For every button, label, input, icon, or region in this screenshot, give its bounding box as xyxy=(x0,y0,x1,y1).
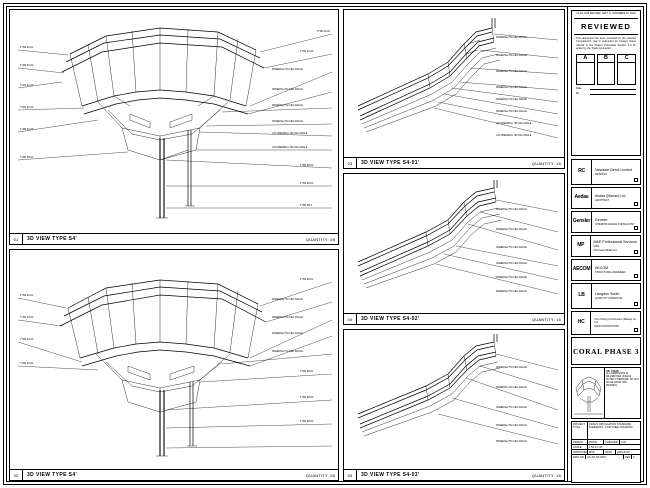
svg-text:SPEEDflow TM C&O ANGLE: SPEEDflow TM C&O ANGLE xyxy=(496,276,527,279)
panel-3d-view-s4-03[interactable] xyxy=(343,329,565,481)
svg-text:TYPE 3A-02: TYPE 3A-02 xyxy=(20,64,34,67)
rev-key: REV xyxy=(625,455,631,459)
panel2-artwork xyxy=(10,250,339,470)
svg-text:TYPE 3A-02: TYPE 3A-02 xyxy=(20,316,34,319)
panel2-quantity: QUANTITY: 08 xyxy=(305,472,335,478)
main-contractor-logo-icon: HC xyxy=(572,312,591,334)
review-cell-b[interactable] xyxy=(597,63,616,85)
review-stamp xyxy=(571,10,641,156)
svg-text:SPEEDflow TM C&O ANGLE: SPEEDflow TM C&O ANGLE xyxy=(496,70,527,73)
client-name: Newdale Direct Limited xyxy=(595,168,632,173)
svg-text:TYPE 3A-02: TYPE 3A-02 xyxy=(300,50,314,53)
panel5-titlebar xyxy=(344,469,564,480)
svg-text:TYPE 3A-04: TYPE 3A-04 xyxy=(20,106,34,109)
svg-text:L/R SPEEDflow TM C&O ANGLE: L/R SPEEDflow TM C&O ANGLE xyxy=(496,122,532,125)
svg-text:TYPE 3B-03: TYPE 3B-03 xyxy=(300,182,314,185)
key-view-thumbnail xyxy=(572,368,605,418)
svg-text:SPEEDflow TM C&O ANGLE: SPEEDflow TM C&O ANGLE xyxy=(272,316,303,319)
key-view-notes xyxy=(605,368,640,418)
svg-text:SPEEDflow TM C&O ANGLE: SPEEDflow TM C&O ANGLE xyxy=(496,98,527,101)
drawn-value: DAVID xyxy=(588,440,604,444)
panel3-titlebar xyxy=(344,157,564,168)
client-block xyxy=(571,159,641,185)
svg-text:SPEEDflow TM C&O ANGLE: SPEEDflow TM C&O ANGLE xyxy=(496,86,527,89)
gensler-logo-icon: Gensler xyxy=(572,212,592,232)
key-view-artwork xyxy=(572,368,605,418)
panel1-artwork xyxy=(10,10,339,234)
svg-text:SPEEDflow TM C&O ANGLE: SPEEDflow TM C&O ANGLE xyxy=(496,228,527,231)
svg-text:TYPE 3B-4: TYPE 3B-4 xyxy=(300,204,312,207)
project-logo-block xyxy=(571,337,641,365)
consultant-block-aecom xyxy=(571,259,641,281)
client-checkbox[interactable] xyxy=(634,178,638,182)
review-by-value[interactable] xyxy=(590,92,636,95)
drawn-key: DRAWN xyxy=(572,440,588,444)
panel2-tag: 02 xyxy=(10,470,23,480)
svg-text:SPEEDflow TM C&O ANGLE: SPEEDflow TM C&O ANGLE xyxy=(496,366,527,369)
aecom-checkbox[interactable] xyxy=(634,274,638,278)
panel3-tag: 03 xyxy=(344,158,357,168)
review-stamp-header: 31 JUL 2023 (REVISED: SEPT 11, NOVEMBER 10, 2023) xyxy=(576,13,636,15)
panel1-titlebar xyxy=(10,233,338,244)
svg-text:TYPE 3B-03: TYPE 3B-03 xyxy=(300,396,314,399)
svg-text:SPEEDflow TM C&O ANGLE: SPEEDflow TM C&O ANGLE xyxy=(272,298,303,301)
key-view-note-text: ALL DIMENSIONS IN MILLIMETRES UNLESS NOTED OTHERWISE. DO NOT SCALE FROM THIS DRAWING. xyxy=(606,373,639,387)
review-column-c: C xyxy=(617,54,636,63)
svg-text:SPEEDflow TM C&O ANGLE: SPEEDflow TM C&O ANGLE xyxy=(496,406,527,409)
svg-text:SPEEDflow TM C&O ANGLE: SPEEDflow TM C&O ANGLE xyxy=(496,246,527,249)
svg-text:SPEEDflow TM C&O ANGLE: SPEEDflow TM C&O ANGLE xyxy=(496,386,527,389)
svg-text:L/R SPEEDflow TM C&O ANGLE: L/R SPEEDflow TM C&O ANGLE xyxy=(496,134,532,137)
review-stamp-columns xyxy=(576,54,636,63)
scale-key: SCALE xyxy=(572,445,588,449)
svg-text:SPEEDflow TM C&O ANGLE: SPEEDflow TM C&O ANGLE xyxy=(272,104,303,107)
langdon-logo-icon: LB xyxy=(572,284,592,308)
panel-3d-view-s4-02[interactable] xyxy=(343,173,565,325)
dwg-no-row xyxy=(572,455,640,459)
gensler-role: INTERIOR DESIGN CONSULTANT xyxy=(595,222,635,226)
panel4-artwork xyxy=(344,174,565,314)
aecom-name: AECOM xyxy=(595,266,609,271)
title-block-column xyxy=(567,7,643,481)
gensler-name: Gensler xyxy=(595,218,608,223)
svg-text:TYPE 3A-03: TYPE 3A-03 xyxy=(20,338,34,341)
review-column-a: A xyxy=(576,54,595,63)
aecom-logo-icon: AECOM xyxy=(572,260,592,280)
client-role: DRAWING xyxy=(595,172,607,176)
review-date-key: Date xyxy=(576,86,582,90)
svg-text:SPEEDflow TM C&O ANGLE: SPEEDflow TM C&O ANGLE xyxy=(496,110,527,113)
approved-key: APPROVED xyxy=(573,450,588,454)
svg-text:TYPE 3B-01: TYPE 3B-01 xyxy=(20,156,34,159)
dwg-no-value: HC-SC-ST-0001 xyxy=(586,455,624,459)
review-stamp-title: REVIEWED xyxy=(580,21,632,31)
svg-text:TYPE 3B-04: TYPE 3B-04 xyxy=(300,420,314,423)
panel-3d-view-s4-bottom[interactable] xyxy=(9,249,339,481)
langdon-role: QUANTITY SURVEYOR xyxy=(595,296,623,300)
review-date-value[interactable] xyxy=(590,87,636,90)
svg-text:TYPE 3A-04: TYPE 3A-04 xyxy=(20,362,34,365)
checked-value: 1.00 xyxy=(621,440,627,444)
svg-text:SPEEDflow TM C&O ANGLE: SPEEDflow TM C&O ANGLE xyxy=(272,332,303,335)
consultant-block-aedas xyxy=(571,187,641,209)
meinhardt-role: Meinhardt (M&E) Ltd. xyxy=(593,248,618,252)
svg-text:SPEEDflow TM C&O ANGLE: SPEEDflow TM C&O ANGLE xyxy=(496,424,527,427)
project-title-row xyxy=(572,422,640,440)
svg-text:SPEEDflow TM C&O ANGLE: SPEEDflow TM C&O ANGLE xyxy=(496,290,527,293)
rev-value: A xyxy=(633,455,635,459)
consultant-block-gensler xyxy=(571,211,641,233)
panel4-tag: 04 xyxy=(344,314,357,324)
langdon-name: Langdon South xyxy=(595,292,620,297)
panel3-label: 3D VIEW TYPE S4-01' xyxy=(361,159,420,166)
panel1-tag: 01 xyxy=(10,234,23,244)
svg-text:SPEEDflow TM C&O ANGLE: SPEEDflow TM C&O ANGLE xyxy=(496,54,527,57)
svg-text:SPEEDflow TM C&O ANGLE: SPEEDflow TM C&O ANGLE xyxy=(272,120,303,123)
panel1-label: 3D VIEW TYPE S4' xyxy=(27,235,78,242)
meinhardt-logo-icon: MP xyxy=(572,236,591,256)
aedas-checkbox[interactable] xyxy=(634,202,638,206)
review-by-row xyxy=(576,92,636,95)
project-logo: CORAL PHASE 3 xyxy=(572,346,640,356)
panel3-quantity: QUANTITY: 16 xyxy=(531,160,561,166)
key-view-block xyxy=(571,367,641,419)
aedas-role: ARCHITECT xyxy=(595,198,610,202)
svg-text:SPEEDflow TM C&O ANGLE: SPEEDflow TM C&O ANGLE xyxy=(272,88,303,91)
aedas-logo-icon: Aedas xyxy=(572,188,592,208)
svg-text:TYPE 3A-01: TYPE 3A-01 xyxy=(20,294,34,297)
project-info-table xyxy=(571,421,641,483)
aecom-role: STRUCTURAL ENGINEER xyxy=(595,270,626,274)
meinhardt-name: M&E Professional Services Ltd. xyxy=(593,239,637,249)
main-contractor-checkbox[interactable] xyxy=(634,328,638,332)
main-contractor-name: Hsin-Chong Construction (Macau) Co. Ltd. xyxy=(594,318,637,325)
svg-text:SPEEDflow TM C&O ANGLE: SPEEDflow TM C&O ANGLE xyxy=(272,350,303,353)
svg-text:TYPE 3B-02: TYPE 3B-02 xyxy=(300,370,314,373)
checked-key: CHECKED xyxy=(604,440,620,444)
review-cell-c[interactable] xyxy=(617,63,636,85)
svg-text:TYPE 3A-03: TYPE 3A-03 xyxy=(20,84,34,87)
consultant-block-meinhardt xyxy=(571,235,641,257)
review-stamp-body: This document has been reviewed by the relevant Consultant(s) and is submitted for Design status referral to the Project Procedure Section 5.4 for action by the Trade Contractor. xyxy=(576,36,636,51)
approved-value: MSK xyxy=(588,450,604,454)
langdon-checkbox[interactable] xyxy=(634,302,638,306)
review-column-b: B xyxy=(597,54,616,63)
consultant-block-langdon xyxy=(571,283,641,309)
panel1-quantity: QUANTITY: 08 xyxy=(305,236,335,242)
main-contractor-role: MAIN CONTRACTOR xyxy=(594,324,619,328)
svg-text:L/R SPEEDflow TM C&O ANGLE: L/R SPEEDflow TM C&O ANGLE xyxy=(272,132,308,135)
review-by-key: By xyxy=(576,91,580,95)
meinhardt-checkbox[interactable] xyxy=(634,250,638,254)
svg-text:TYPE 3A-01: TYPE 3A-01 xyxy=(316,30,330,33)
svg-text:TYPE 3A-01: TYPE 3A-01 xyxy=(20,46,34,49)
panel4-quantity: QUANTITY: 16 xyxy=(531,316,561,322)
panel-3d-view-s4-01[interactable] xyxy=(343,9,565,169)
date-value: 2023-10-07 xyxy=(617,450,631,454)
gensler-checkbox[interactable] xyxy=(634,226,638,230)
panel5-label: 3D VIEW TYPE S4-03' xyxy=(361,471,420,478)
main-contractor-block xyxy=(571,311,641,335)
date-key: DATE xyxy=(604,450,616,454)
svg-text:TYPE 3A-05: TYPE 3A-05 xyxy=(20,128,34,131)
review-cell-a[interactable] xyxy=(576,63,595,85)
panel-3d-view-s4-top[interactable] xyxy=(9,9,339,245)
svg-text:SPEEDflow TM C&O ANGLE: SPEEDflow TM C&O ANGLE xyxy=(272,68,303,71)
panel2-titlebar xyxy=(10,469,338,480)
svg-text:SPEEDflow TM C&O ANGLE: SPEEDflow TM C&O ANGLE xyxy=(496,208,527,211)
svg-text:SPEEDflow TM C&O ANGLE: SPEEDflow TM C&O ANGLE xyxy=(496,440,527,443)
dwg-no-key: DWG NO xyxy=(572,455,586,459)
svg-text:L/R SPEEDflow TM C&O ANGLE: L/R SPEEDflow TM C&O ANGLE xyxy=(272,146,308,149)
key-view-caption: 3D VIEW xyxy=(606,369,619,373)
panel2-label: 3D VIEW TYPE S4' xyxy=(27,471,78,478)
panel4-label: 3D VIEW TYPE S4-02' xyxy=(361,315,420,322)
svg-text:TYPE 3B-02: TYPE 3B-02 xyxy=(300,164,314,167)
panel5-quantity: QUANTITY: 16 xyxy=(531,472,561,478)
client-logo-icon: RC xyxy=(572,160,592,184)
svg-text:SPEEDflow TM C&O ANGLE: SPEEDflow TM C&O ANGLE xyxy=(496,36,527,39)
svg-text:SPEEDflow TM C&O ANGLE: SPEEDflow TM C&O ANGLE xyxy=(496,262,527,265)
panel4-titlebar xyxy=(344,313,564,324)
project-title-value: RUN-IN CIRCULATION STANDARD ELEMENTS - FOR STEEL DRAWING xyxy=(589,422,633,429)
project-title-key: PROJECT TITLE xyxy=(572,422,588,439)
aedas-name: Aedas (Macau) Ltd. xyxy=(595,194,627,199)
scale-value: 1:50 & 1:15 xyxy=(589,445,603,449)
review-date-row xyxy=(576,87,636,90)
svg-text:TYPE 3B-01: TYPE 3B-01 xyxy=(300,278,314,281)
panel3-artwork xyxy=(344,10,565,158)
panel5-artwork xyxy=(344,330,565,470)
panel5-tag: 05 xyxy=(344,470,357,480)
